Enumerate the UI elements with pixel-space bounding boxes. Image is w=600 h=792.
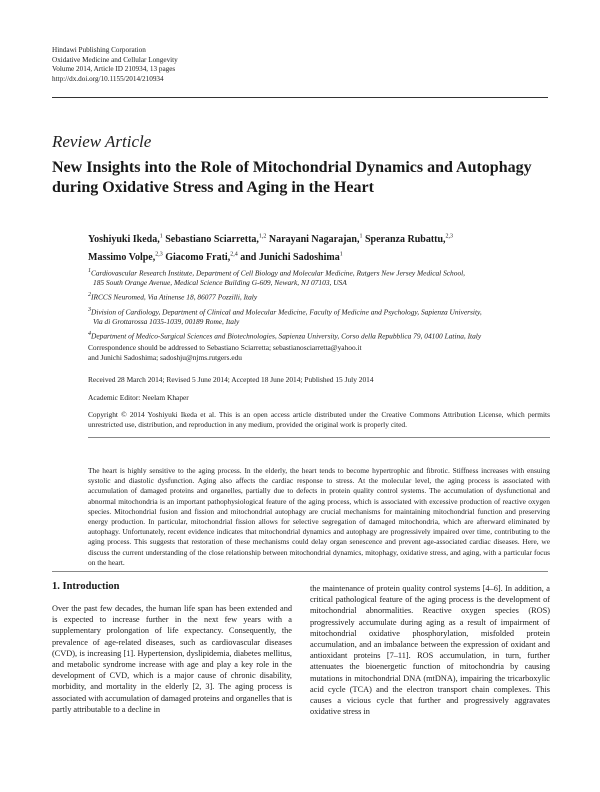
section-divider	[52, 571, 548, 572]
affiliation: $^1$Cardiovascular Research Institute, Department of Cell Biology and Molecular Medicine, Rutgers New Jersey Medical School, 185 South Orange Avenue, Medical Science Building G-609, Newark, NJ 07103, USA	[88, 268, 466, 288]
abstract-divider	[88, 437, 550, 438]
author-list	[88, 230, 550, 265]
affiliations	[88, 266, 550, 344]
author: Sebastiano Sciarretta,$^{1,2}$	[165, 234, 267, 246]
author: and Junichi Sadoshima$^1$	[240, 251, 343, 263]
affiliation: $^2$IRCCS Neuromed, Via Atinense 18, 86077 Pozzilli, Italy	[88, 292, 258, 302]
body-column-left	[52, 603, 292, 715]
author: Speranza Rubattu,$^{2,3}$	[364, 234, 454, 246]
affiliation: $^3$Division of Cardiology, Department of Clinical and Molecular Medicine, Faculty of Medicine and Psychology, Sapienza University, Via di Grottarossa 1035-1039, 00189 Rome, Italy	[88, 306, 482, 327]
body-paragraph: the maintenance of protein quality control systems [4–6]. In addition, a critical pathological feature of the aging process is the development of mitochondrial abnormalities. Reactive oxygen species (ROS) progressively accumulate during aging as a result of impairment of mitochondrial oxidative phosphorylation, misfolded protein accumulation, and an imbalance between the expression of oxidant and antioxidant proteins [7–11]. ROS accumulation, in turn, further attenuates the bioenergetic function of mitochondria by causing mutations in mitochondrial DNA (mtDNA), impairing the tricarboxylic acid cycle (TCA) and the electron transport chain complexes. This causes a vicious cycle that further and progressively aggravates oxidative stress in	[310, 584, 550, 717]
author: Narayani Nagarajan,$^1$	[268, 234, 363, 246]
section-heading: 1. Introduction	[52, 581, 120, 592]
journal-header	[52, 46, 178, 84]
body-paragraph: Over the past few decades, the human life span has been extended and is expected to increase further in the next few years with a supplementary prolongation of life expectancy. Consequently, the prevalence of age-related diseases, such as cardiovascular diseases (CVD), is increasing [1]. Hypertension, dyslipidemia, diabetes mellitus, and metabolic syndrome increase with age and play a key role in the development of CVD, which is a major cause of chronic disability, morbidity, and mortality in the elderly [2, 3]. The aging process is associated with accumulation of damaged proteins and organelles that is partly attributable to a decline in	[52, 604, 292, 714]
copyright-notice: Copyright © 2014 Yoshiyuki Ikeda et al. This is an open access article distributed under the Creative Commons Attribution License, which permits unrestricted use, distribution, and reproduction in any medium, provided the original work is properly cited.	[88, 410, 550, 429]
volume-line: Volume 2014, Article ID 210934, 13 pages	[52, 65, 176, 74]
paper-title: New Insights into the Role of Mitochondrial Dynamics and Autophagy during Oxidative Stress and Aging in the Heart	[52, 159, 532, 196]
author: Massimo Volpe,$^{2,3}$	[88, 251, 163, 263]
article-dates: Received 28 March 2014; Revised 5 June 2014; Accepted 18 June 2014; Published 15 July 2014	[88, 375, 374, 384]
journal-name: Oxidative Medicine and Cellular Longevity	[52, 55, 178, 64]
header-divider	[52, 97, 548, 98]
publisher-line: Hindawi Publishing Corporation	[52, 46, 146, 54]
article-type: Review Article	[52, 132, 152, 151]
correspondence: Correspondence should be addressed to Sebastiano Sciarretta; sebastianosciarretta@yahoo.it and Junichi Sadoshima; sadoshju@njms.rutgers.edu	[88, 343, 362, 362]
author: Yoshiyuki Ikeda,$^1$	[88, 234, 163, 246]
body-column-right	[310, 583, 550, 717]
abstract: The heart is highly sensitive to the aging process. In the elderly, the heart tends to become hypertrophic and fibrotic. Stiffness increases with ensuing systolic and diastolic dysfunction. Aging also affects the cardiac response to stress. At the molecular level, the aging process is associated with accumulation of damaged proteins and organelles, partially due to defects in protein quality control systems. The accumulation of dysfunctional and abnormal mitochondria is an important pathophysiological feature of the aging process, which is associated with excessive production of reactive oxygen species. Mitochondrial fusion and fission and mitochondrial autophagy are crucial mechanisms for maintaining mitochondrial function and preserving energy production. In particular, mitochondrial fission allows for selective segregation of damaged mitochondria, which are afterward eliminated by autophagy. Unfortunately, recent evidence indicates that mitochondrial dynamics and autophagy are progressively impaired over time, contributing to the aging process. This suggests that restoration of these mechanisms could delay organ senescence and prevent age-associated cardiac diseases. Here, we discuss the current understanding of the close relationship between mitochondrial dynamics, mitophagy, oxidative stress, and aging, with a particular focus on the heart.	[88, 466, 550, 567]
affiliation: $^4$Department of Medico-Surgical Sciences and Biotechnologies, Sapienza University, Corso della Repubblica 79, 04100 Latina, Italy	[88, 331, 482, 341]
academic-editor: Academic Editor: Neelam Khaper	[88, 393, 189, 402]
doi-link[interactable]: http://dx.doi.org/10.1155/2014/210934	[52, 74, 164, 83]
author: Giacomo Frati,$^{2,4}$	[165, 251, 238, 263]
